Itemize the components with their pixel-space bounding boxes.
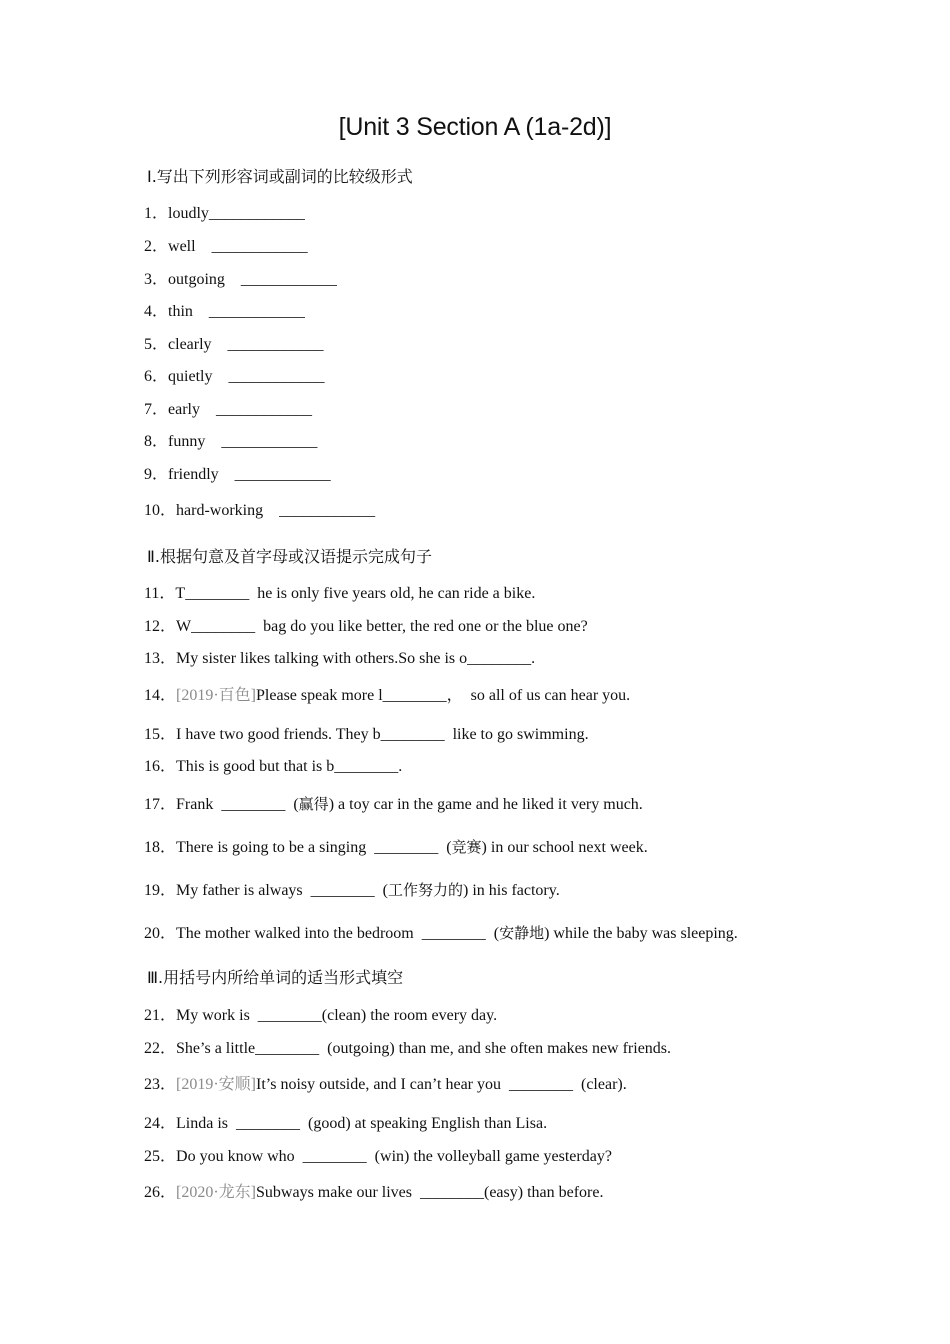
item-text: thin ____________ — [168, 303, 305, 320]
list-item — [144, 617, 588, 637]
item-text: friendly ____________ — [168, 466, 331, 483]
list-item — [144, 302, 305, 322]
item-number: 24． — [144, 1115, 177, 1132]
item-number: 23． — [144, 1076, 177, 1093]
item-text: It’s noisy outside, and I can’t hear you ________ (clear). — [256, 1076, 627, 1093]
item-text: loudly____________ — [168, 205, 305, 222]
section-2-heading: Ⅱ.根据句意及首字母或汉语提示完成句子 — [147, 547, 432, 566]
chinese-hint: 工作努力的 — [387, 881, 463, 899]
item-number: 14． — [144, 687, 177, 704]
list-item — [144, 686, 630, 706]
item-number: 2． — [144, 238, 169, 255]
source-tag: [2019·百色] — [176, 687, 257, 704]
item-text: Subways make our lives ________(easy) than before. — [256, 1184, 604, 1201]
item-number: 22． — [144, 1040, 177, 1057]
item-text: Do you know who ________ (win) the volleyball game yesterday? — [176, 1148, 612, 1165]
list-item — [144, 204, 305, 224]
item-text: She’s a little________ (outgoing) than me, and she often makes new friends. — [176, 1040, 672, 1057]
item-number: 25． — [144, 1148, 177, 1165]
list-item — [144, 880, 560, 901]
item-number: 19． — [144, 882, 177, 899]
chinese-hint: 安静地 — [499, 924, 545, 942]
list-item — [144, 837, 648, 858]
source-tag: [2020·龙东] — [176, 1184, 257, 1201]
list-item — [144, 649, 535, 669]
item-text: well ____________ — [168, 238, 308, 255]
item-text-pre: Frank ________ ( — [176, 796, 299, 813]
item-number: 18． — [144, 839, 177, 856]
item-text-pre: My father is always ________ ( — [176, 882, 388, 899]
chinese-hint: 竞赛 — [451, 838, 482, 856]
item-number: 26． — [144, 1184, 177, 1201]
list-item — [144, 1114, 547, 1134]
list-item — [144, 432, 317, 452]
item-number: 15． — [144, 726, 177, 743]
item-number: 4． — [144, 303, 169, 320]
item-text: outgoing ____________ — [168, 271, 337, 288]
item-number: 12． — [144, 618, 177, 635]
item-number: 7． — [144, 401, 169, 418]
item-number: 17． — [144, 796, 177, 813]
item-number: 8． — [144, 433, 169, 450]
list-item — [144, 270, 337, 290]
item-number: 21． — [144, 1007, 177, 1024]
item-text-pre: There is going to be a singing ________ ( — [176, 839, 452, 856]
item-number: 16． — [144, 758, 177, 775]
list-item — [144, 1147, 612, 1167]
list-item — [144, 584, 535, 604]
item-number: 20． — [144, 925, 177, 942]
list-item — [144, 1075, 627, 1095]
list-item — [144, 465, 331, 485]
list-item — [144, 1183, 603, 1203]
list-item — [144, 501, 375, 521]
list-item — [144, 794, 643, 815]
item-number: 10． — [144, 502, 177, 519]
item-text: My work is ________(clean) the room every day. — [176, 1007, 498, 1024]
item-number: 11． — [144, 585, 176, 602]
item-text: W________ bag do you like better, the red one or the blue one? — [176, 618, 588, 635]
item-text-post: ) in our school next week. — [481, 839, 648, 856]
item-text: I have two good friends. They b________ like to go swimming. — [176, 726, 589, 743]
list-item — [144, 757, 402, 777]
section-1-heading: Ⅰ.写出下列形容词或副词的比较级形式 — [147, 167, 413, 186]
item-number: 6． — [144, 368, 169, 385]
item-text: This is good but that is b________. — [176, 758, 403, 775]
item-number: 1． — [144, 205, 169, 222]
chinese-hint: 赢得 — [298, 795, 329, 813]
list-item — [144, 400, 312, 420]
item-text: T________ he is only five years old, he can ride a bike. — [175, 585, 536, 602]
item-text: My sister likes talking with others.So she is o________. — [176, 650, 536, 667]
item-text-pre: The mother walked into the bedroom ________ ( — [176, 925, 500, 942]
item-number: 5． — [144, 336, 169, 353]
page-title: [Unit 3 Section A (1a-2d)] — [338, 113, 612, 141]
item-text: funny ____________ — [168, 433, 318, 450]
list-item — [144, 1006, 497, 1026]
list-item — [144, 1039, 671, 1059]
item-text: early ____________ — [168, 401, 312, 418]
item-text-post: ) a toy car in the game and he liked it very much. — [328, 796, 643, 813]
item-text-post: ) while the baby was sleeping. — [544, 925, 738, 942]
item-number: 9． — [144, 466, 169, 483]
list-item — [144, 367, 324, 387]
item-number: 13． — [144, 650, 177, 667]
list-item — [144, 923, 738, 944]
list-item — [144, 237, 308, 257]
item-text: quietly ____________ — [168, 368, 325, 385]
item-number: 3． — [144, 271, 169, 288]
list-item — [144, 335, 324, 355]
section-3-heading: Ⅲ.用括号内所给单词的适当形式填空 — [147, 968, 404, 987]
source-tag: [2019·安顺] — [176, 1076, 257, 1093]
item-text: Linda is ________ (good) at speaking English than Lisa. — [176, 1115, 548, 1132]
item-text-post: ) in his factory. — [463, 882, 560, 899]
item-text: hard-working ____________ — [176, 502, 376, 519]
item-text: Please speak more l________， so all of us can hear you. — [256, 687, 631, 704]
item-text: clearly ____________ — [168, 336, 324, 353]
list-item — [144, 725, 589, 745]
